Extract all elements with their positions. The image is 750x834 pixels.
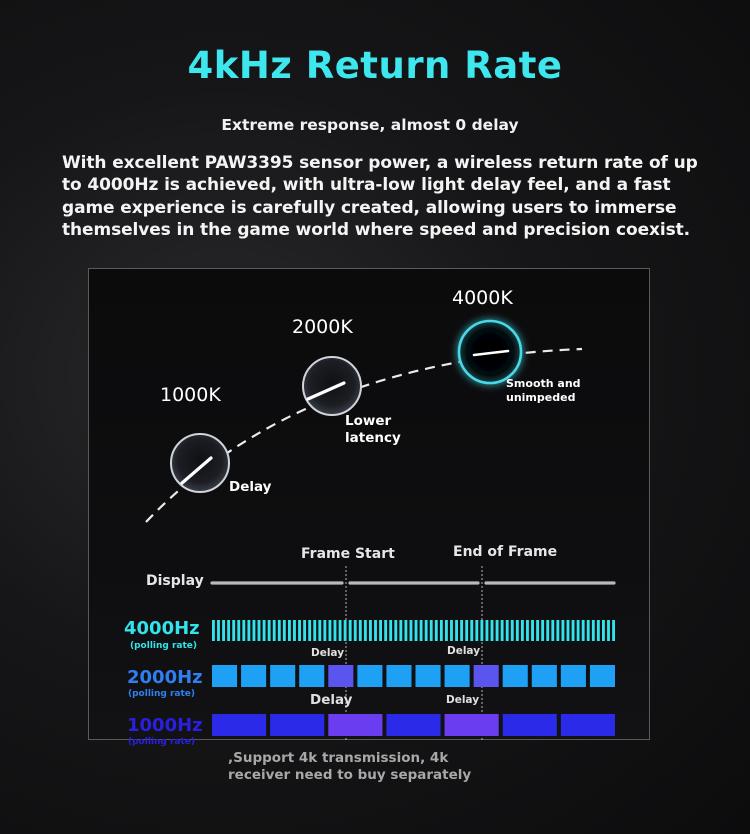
polling-segment-4000hz-55 <box>491 620 494 641</box>
polling-segment-4000hz-5 <box>237 620 240 641</box>
polling-segment-4000hz-61 <box>521 620 524 641</box>
polling-segment-4000hz-71 <box>572 620 575 641</box>
polling-segment-4000hz-59 <box>511 620 514 641</box>
polling-segment-4000hz-65 <box>541 620 544 641</box>
polling-segment-4000hz-21 <box>318 620 321 641</box>
polling-segment-2000hz-7 <box>416 665 441 687</box>
polling-segment-2000hz-13 <box>590 665 615 687</box>
polling-segment-4000hz-16 <box>293 620 296 641</box>
polling-segment-4000hz-26 <box>344 620 347 641</box>
delay-label-2000-a: Delay <box>310 692 353 708</box>
polling-segment-4000hz-58 <box>506 620 509 641</box>
end-of-frame-label: End of Frame <box>453 544 558 560</box>
polling-segment-1000hz-3 <box>386 714 440 736</box>
rate-2000hz-label: 2000Hz <box>127 667 203 688</box>
polling-segment-2000hz-6 <box>386 665 411 687</box>
polling-segment-4000hz-25 <box>339 620 342 641</box>
polling-segment-4000hz-9 <box>258 620 261 641</box>
delay-ball-1000k <box>171 434 229 492</box>
polling-segment-4000hz-64 <box>536 620 539 641</box>
polling-segment-4000hz-77 <box>602 620 605 641</box>
polling-segment-4000hz-76 <box>597 620 600 641</box>
delay-label-2000-b: Delay <box>446 694 480 706</box>
polling-segment-4000hz-31 <box>369 620 372 641</box>
polling-segment-4000hz-6 <box>242 620 245 641</box>
polling-segment-1000hz-1 <box>270 714 324 736</box>
rate-1000hz-label: 1000Hz <box>127 715 203 736</box>
polling-segment-4000hz-0 <box>212 620 215 641</box>
polling-segment-1000hz-5 <box>503 714 557 736</box>
polling-segment-4000hz-4 <box>232 620 235 641</box>
polling-segment-4000hz-27 <box>349 620 352 641</box>
polling-segment-4000hz-10 <box>263 620 266 641</box>
caption-lower-latency: Lower latency <box>345 413 401 446</box>
polling-segment-4000hz-73 <box>582 620 585 641</box>
polling-segment-4000hz-52 <box>475 620 478 641</box>
polling-segment-4000hz-74 <box>587 620 590 641</box>
polling-segment-4000hz-14 <box>283 620 286 641</box>
polling-segment-4000hz-54 <box>486 620 489 641</box>
polling-segment-4000hz-13 <box>278 620 281 641</box>
rate-1000hz-sub: (polling rate) <box>128 737 196 747</box>
rate-4000hz-sub: (polling rate) <box>130 641 198 651</box>
polling-segment-4000hz-68 <box>556 620 559 641</box>
polling-segment-2000hz-8 <box>445 665 470 687</box>
polling-segment-4000hz-67 <box>551 620 554 641</box>
polling-segment-1000hz-4 <box>445 714 499 736</box>
polling-segment-2000hz-5 <box>357 665 382 687</box>
polling-segment-4000hz-36 <box>394 620 397 641</box>
polling-segment-4000hz-56 <box>496 620 499 641</box>
polling-segment-4000hz-78 <box>607 620 610 641</box>
polling-segment-4000hz-15 <box>288 620 291 641</box>
polling-segment-4000hz-33 <box>379 620 382 641</box>
polling-segment-4000hz-34 <box>384 620 387 641</box>
polling-segment-2000hz-10 <box>503 665 528 687</box>
polling-segment-4000hz-40 <box>415 620 418 641</box>
page-title: 4kHz Return Rate <box>187 44 563 87</box>
polling-segment-4000hz-22 <box>323 620 326 641</box>
polling-segment-4000hz-60 <box>516 620 519 641</box>
polling-segment-4000hz-69 <box>561 620 564 641</box>
delay-ball-2000k <box>303 357 361 415</box>
caption-delay: Delay <box>229 479 272 495</box>
polling-segment-4000hz-53 <box>480 620 483 641</box>
polling-segment-4000hz-50 <box>465 620 468 641</box>
polling-segment-4000hz-1 <box>217 620 220 641</box>
polling-segment-4000hz-72 <box>577 620 580 641</box>
polling-segment-4000hz-41 <box>420 620 423 641</box>
polling-segment-4000hz-62 <box>526 620 529 641</box>
polling-segment-4000hz-51 <box>470 620 473 641</box>
polling-segment-4000hz-8 <box>253 620 256 641</box>
polling-segment-2000hz-4 <box>328 665 353 687</box>
delay-label-4000-a: Delay <box>311 647 345 659</box>
receiver-note: ,Support 4k transmission, 4k receiver need to buy separately <box>228 750 472 783</box>
delay-label-4000-b: Delay <box>447 645 481 657</box>
polling-segment-4000hz-45 <box>440 620 443 641</box>
polling-segment-2000hz-0 <box>212 665 237 687</box>
polling-segment-4000hz-79 <box>612 620 615 641</box>
caption-smooth: Smooth and unimpeded <box>506 377 581 404</box>
polling-segment-4000hz-19 <box>308 620 311 641</box>
rate-label-2000k: 2000K <box>292 316 353 338</box>
polling-segment-4000hz-66 <box>546 620 549 641</box>
polling-segment-4000hz-23 <box>329 620 332 641</box>
polling-segment-1000hz-2 <box>328 714 382 736</box>
polling-segment-4000hz-39 <box>410 620 413 641</box>
polling-segment-4000hz-12 <box>273 620 276 641</box>
frame-start-label: Frame Start <box>301 546 395 562</box>
polling-segment-4000hz-38 <box>404 620 407 641</box>
rate-label-4000k: 4000K <box>452 287 513 309</box>
polling-segment-2000hz-3 <box>299 665 324 687</box>
polling-segment-4000hz-43 <box>430 620 433 641</box>
display-label: Display <box>146 573 204 589</box>
polling-segment-4000hz-29 <box>359 620 362 641</box>
polling-segment-4000hz-46 <box>445 620 448 641</box>
polling-segment-1000hz-6 <box>561 714 615 736</box>
polling-segment-4000hz-2 <box>222 620 225 641</box>
polling-segment-4000hz-24 <box>334 620 337 641</box>
polling-segment-4000hz-20 <box>313 620 316 641</box>
page-subtitle: Extreme response, almost 0 delay <box>221 116 519 134</box>
polling-segment-4000hz-35 <box>389 620 392 641</box>
polling-segment-4000hz-75 <box>592 620 595 641</box>
polling-segment-4000hz-7 <box>247 620 250 641</box>
polling-segment-4000hz-18 <box>303 620 306 641</box>
polling-segment-4000hz-47 <box>450 620 453 641</box>
polling-segment-2000hz-2 <box>270 665 295 687</box>
polling-segment-4000hz-3 <box>227 620 230 641</box>
polling-segment-4000hz-70 <box>567 620 570 641</box>
polling-segment-4000hz-11 <box>268 620 271 641</box>
description-paragraph: With excellent PAW3395 sensor power, a wireless return rate of up to 4000Hz is achieved, with ultra-low light delay feel, and a fast game experience is carefully created, allowing users to immerse themselves in the game world where speed and precision coexist. <box>62 153 698 240</box>
polling-segment-4000hz-49 <box>460 620 463 641</box>
polling-segment-4000hz-44 <box>435 620 438 641</box>
polling-segment-4000hz-17 <box>298 620 301 641</box>
polling-segment-4000hz-30 <box>364 620 367 641</box>
polling-segment-4000hz-28 <box>354 620 357 641</box>
polling-segment-2000hz-9 <box>474 665 499 687</box>
polling-segment-4000hz-48 <box>455 620 458 641</box>
rate-2000hz-sub: (polling rate) <box>128 689 196 699</box>
polling-segment-4000hz-42 <box>425 620 428 641</box>
polling-segment-1000hz-0 <box>212 714 266 736</box>
polling-segment-4000hz-57 <box>501 620 504 641</box>
polling-segment-4000hz-63 <box>531 620 534 641</box>
rate-4000hz-label: 4000Hz <box>124 618 200 639</box>
polling-segment-2000hz-12 <box>561 665 586 687</box>
rate-label-1000k: 1000K <box>160 384 221 406</box>
polling-segment-4000hz-32 <box>374 620 377 641</box>
polling-segment-2000hz-11 <box>532 665 557 687</box>
polling-segment-2000hz-1 <box>241 665 266 687</box>
polling-segment-4000hz-37 <box>399 620 402 641</box>
